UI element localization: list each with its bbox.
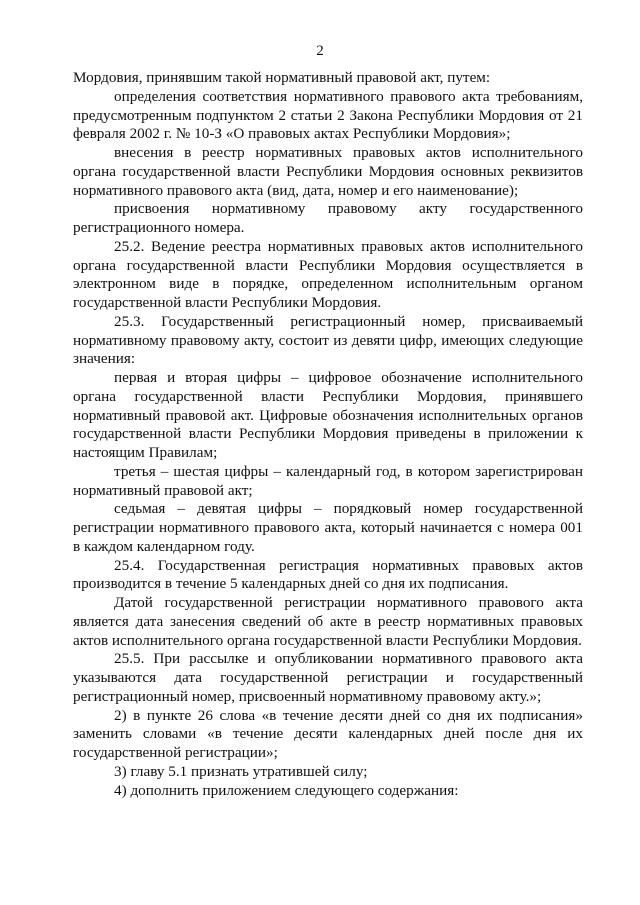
document-body (73, 69, 583, 800)
paragraph: 3) главу 5.1 признать утратившей силу; (114, 762, 368, 780)
paragraph: Датой государственной регистрации нормативного правового акта является дата занесения сведений об акте в реестр нормативных правовых актов исполнительного органа государственной власти Республики Мордовия. (73, 594, 583, 649)
paragraph: присвоения нормативному правовому акту государственного регистрационного номера. (73, 200, 583, 236)
paragraph: Мордовия, принявшим такой нормативный правовой акт, путем: (73, 69, 491, 86)
page-number: 2 (316, 43, 324, 59)
paragraph: седьмая – девятая цифры – порядковый номер государственной регистрации нормативного правового акта, который начинается с номера 001 в каждом календарном году. (73, 500, 583, 555)
paragraph: первая и вторая цифры – цифровое обозначение исполнительного органа государственной власти Республики Мордовия, принявшего нормативный правовой акт. Цифровые обозначения исполнительных органов государственной власти Республики Мордовия приведены в приложении к настоящим Правилам; (73, 369, 583, 461)
paragraph: 2) в пункте 26 слова «в течение десяти дней со дня их подписания» заменить словами «в течение десяти календарных дней после дня их государственной регистрации»; (73, 706, 583, 761)
paragraph: третья – шестая цифры – календарный год, в котором зарегистрирован нормативный правовой акт; (73, 462, 583, 499)
paragraph: 25.4. Государственная регистрация нормативных правовых актов производится в течение 5 календарных дней со дня их подписания. (73, 556, 583, 593)
paragraph: 25.3. Государственный регистрационный номер, присваиваемый нормативному правовому акту, состоит из девяти цифр, имеющих следующие значения: (73, 312, 583, 368)
paragraph: определения соответствия нормативного правового акта требованиям, предусмотренным подпунктом 2 статьи 2 Закона Республики Мордовия от 21 февраля 2002 г. № 10-З «О правовых актах Республики Мордовия»; (73, 87, 583, 143)
paragraph: 4) дополнить приложением следующего содержания: (114, 781, 459, 799)
paragraph: 25.2. Ведение реестра нормативных правовых актов исполнительного органа государственной власти Республики Мордовия осуществляется в электронном виде в порядке, определенном исполнительным органом государственной власти Республики Мордовия. (73, 237, 583, 311)
paragraph: 25.5. При рассылке и опубликовании нормативного правового акта указываются дата государственной регистрации и государственный регистрационный номер, присвоенный нормативному правовому акту.»; (73, 650, 583, 705)
paragraph: внесения в реестр нормативных правовых актов исполнительного органа государственной власти Республики Мордовия основных реквизитов нормативного правового акта (вид, дата, номер и его наименование); (73, 144, 583, 199)
